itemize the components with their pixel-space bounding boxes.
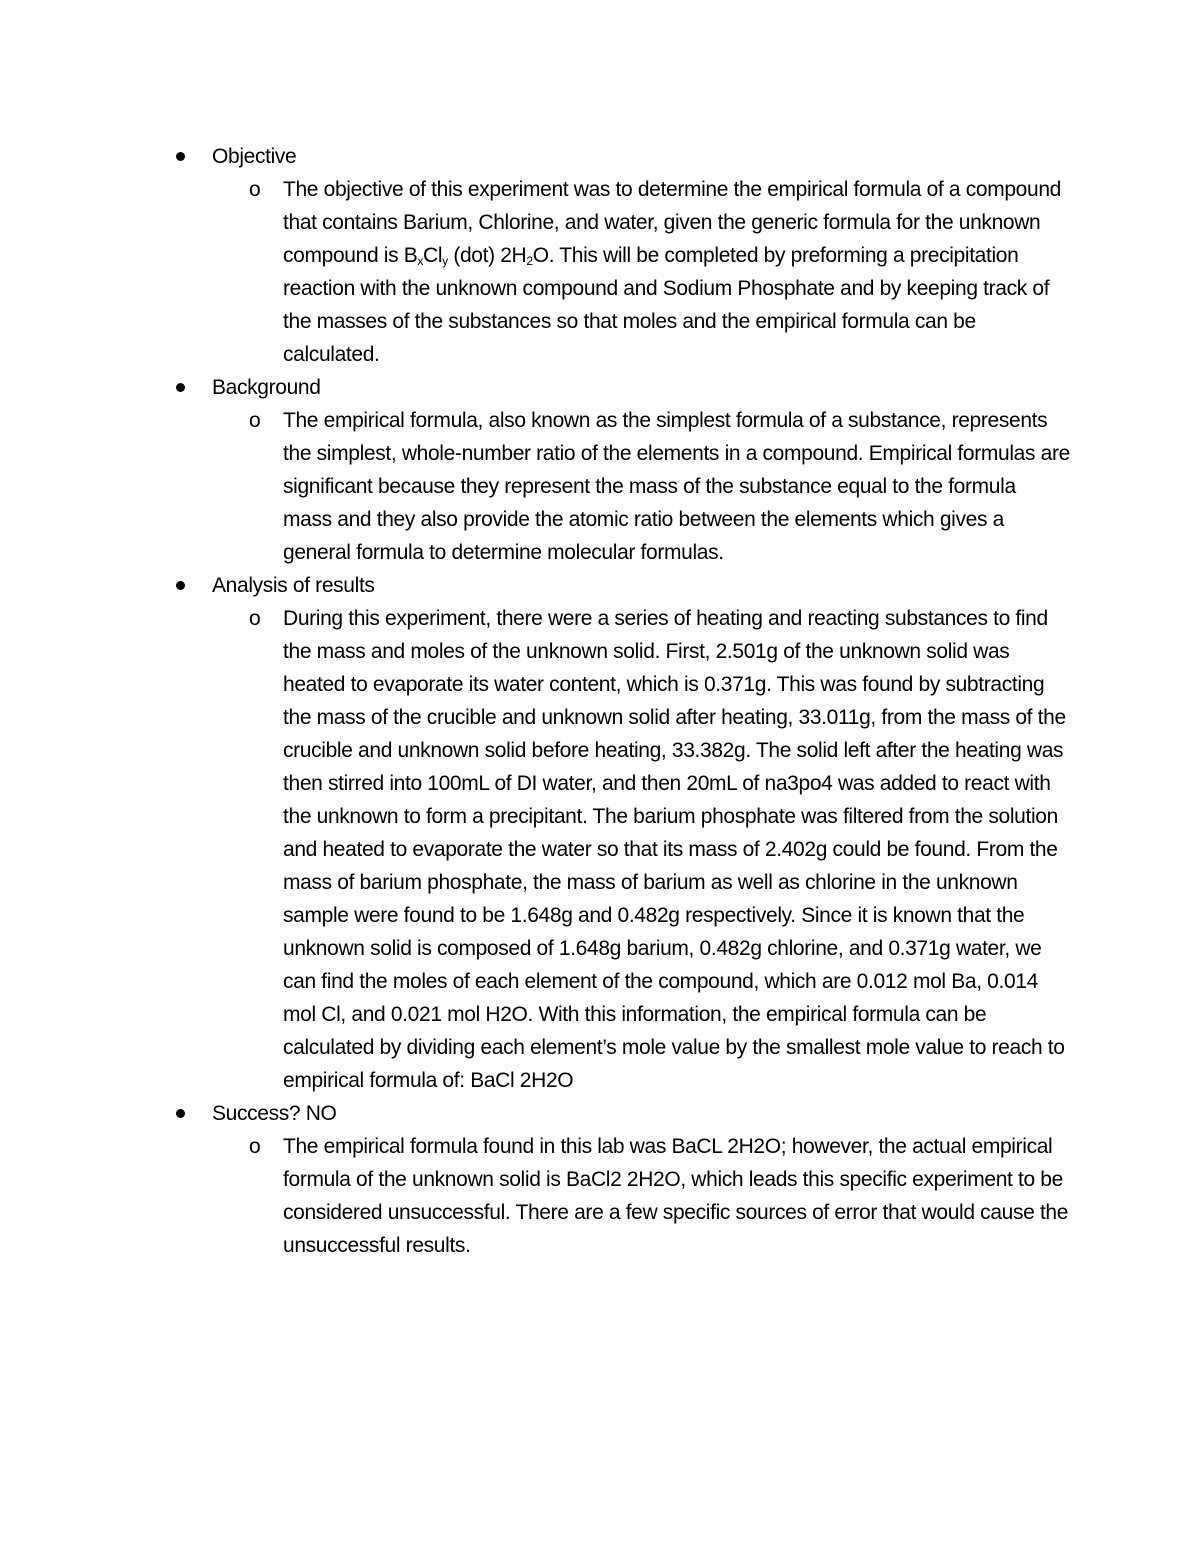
heading-text: Analysis of results bbox=[212, 574, 375, 597]
hollow-bullet-icon: o bbox=[249, 607, 261, 630]
paragraph: The objective of this experiment was to determine the empirical formula of a compound that contains Barium, Chlorine, and water, given the generic formula for the unknown compound is $B_xCl_y$ (dot) $2H_2O$. This will be completed by preforming a precipitation reaction with the unknown compound and Sodium Phosphate and by keeping track of the masses of the substances so that moles and the empirical formula can be calculated. bbox=[283, 178, 1061, 366]
heading-text: Success? NO bbox=[212, 1102, 337, 1125]
hollow-bullet-icon: o bbox=[249, 409, 261, 432]
list-item bbox=[170, 1130, 1070, 1262]
bullet-icon bbox=[176, 581, 185, 590]
document-body bbox=[170, 140, 1070, 1262]
section-heading bbox=[170, 140, 1070, 173]
heading-text: Objective bbox=[212, 145, 297, 168]
section-background bbox=[170, 371, 1070, 569]
section-analysis bbox=[170, 569, 1070, 1097]
paragraph: The empirical formula found in this lab was BaCL 2H2O; however, the actual empirical formula of the unknown solid is BaCl2 2H2O, which leads this specific experiment to be considered unsuccessful. There are a few specific sources of error that would cause the unsuccessful results. bbox=[283, 1135, 1069, 1257]
section-objective bbox=[170, 140, 1070, 371]
section-heading bbox=[170, 371, 1070, 404]
bullet-icon bbox=[176, 1109, 185, 1118]
list-item bbox=[170, 404, 1070, 569]
bullet-icon bbox=[176, 383, 185, 392]
hollow-bullet-icon: o bbox=[249, 1135, 261, 1158]
section-success bbox=[170, 1097, 1070, 1262]
heading-text: Background bbox=[212, 376, 321, 399]
hollow-bullet-icon: o bbox=[249, 178, 261, 201]
list-item bbox=[170, 602, 1070, 1097]
list-item bbox=[170, 173, 1070, 371]
bullet-icon bbox=[176, 152, 185, 161]
section-heading bbox=[170, 569, 1070, 602]
paragraph: During this experiment, there were a series of heating and reacting substances to find the mass and moles of the unknown solid. First, 2.501g of the unknown solid was heated to evaporate its water content, which is 0.371g. This was found by subtracting the mass of the crucible and unknown solid after heating, 33.011g, from the mass of the crucible and unknown solid before heating, 33.382g. The solid left after the heating was then stirred into 100mL of DI water, and then 20mL of na3po4 was added to react with the unknown to form a precipitant. The barium phosphate was filtered from the solution and heated to evaporate the water so that its mass of 2.402g could be found. From the mass of barium phosphate, the mass of barium as well as chlorine in the unknown sample were found to be 1.648g and 0.482g respectively. Since it is known that the unknown solid is composed of 1.648g barium, 0.482g chlorine, and 0.371g water, we can find the moles of each element of the compound, which are 0.012 mol Ba, 0.014 mol Cl, and 0.021 mol H2O. With this information, the empirical formula can be calculated by dividing each element’s mole value by the smallest mole value to reach to empirical formula of: BaCl 2H2O bbox=[283, 607, 1066, 1092]
section-heading bbox=[170, 1097, 1070, 1130]
paragraph: The empirical formula, also known as the simplest formula of a substance, represents the simplest, whole-number ratio of the elements in a compound. Empirical formulas are significant because they represent the mass of the substance equal to the formula mass and they also provide the atomic ratio between the elements which gives a general formula to determine molecular formulas. bbox=[283, 409, 1070, 564]
